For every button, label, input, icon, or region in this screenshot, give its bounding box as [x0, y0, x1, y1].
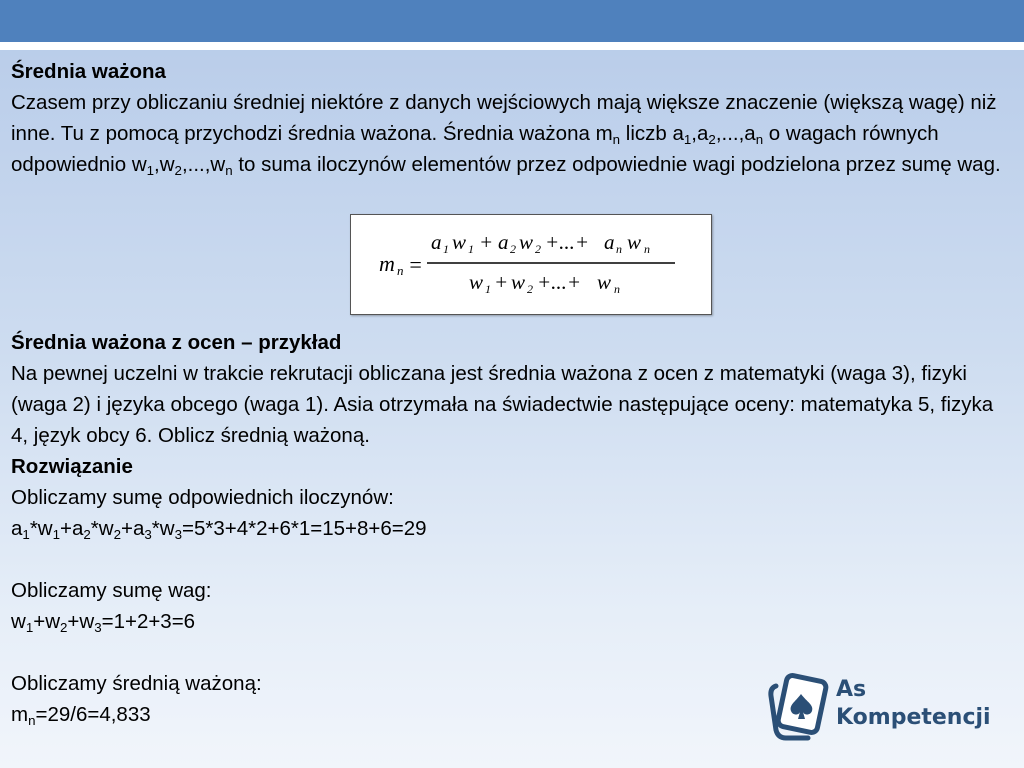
svg-text:w: w [519, 230, 534, 254]
example-title: Średnia ważona z ocen – przykład [11, 331, 342, 354]
svg-text:+: + [494, 270, 509, 294]
svg-text:n: n [616, 242, 622, 256]
solution-title: Rozwiązanie [11, 455, 133, 478]
step1-label: Obliczamy sumę odpowiednich iloczynów: [11, 486, 394, 509]
svg-text:2: 2 [535, 242, 541, 256]
step1-expression: $a_1*w_1+a_2*w_2+a_3*w_3=5*3+4*2+6*1=15+8+6=29$ [11, 517, 427, 542]
logo-line1: As [836, 677, 867, 702]
formula-equals: = [408, 252, 423, 277]
svg-text:1: 1 [468, 242, 474, 256]
logo-line2: Kompetencji [836, 705, 991, 730]
svg-text:n: n [614, 282, 620, 296]
svg-text:w: w [597, 270, 612, 294]
svg-text:w: w [627, 230, 642, 254]
spade-card-icon [768, 672, 832, 744]
svg-text:+...+: +...+ [537, 270, 582, 294]
section-title: Średnia ważona [11, 60, 166, 83]
svg-text:a: a [604, 230, 615, 254]
step3-expression: $m_n=29/6=4,833$ [11, 703, 151, 728]
svg-text:a: a [498, 230, 509, 254]
svg-text:1: 1 [443, 242, 449, 256]
step3-label: Obliczamy średnią ważoną: [11, 672, 262, 695]
formula-image [350, 214, 712, 315]
svg-text:2: 2 [510, 242, 516, 256]
step2-label: Obliczamy sumę wag: [11, 579, 212, 602]
step2-expression: $w_1+w_2+w_3=1+2+3=6$ [11, 610, 196, 635]
svg-text:+...+: +...+ [545, 230, 590, 254]
section-example [11, 327, 1011, 730]
weighted-mean-formula [351, 215, 711, 314]
svg-text:a: a [431, 230, 442, 254]
svg-text:2: 2 [527, 282, 533, 296]
formula-lhs-sub: n [397, 263, 404, 278]
svg-text:n: n [644, 242, 650, 256]
formula-denominator [469, 270, 620, 296]
as-kompetencji-logo [768, 672, 998, 748]
definition-text: Czasem przy obliczaniu średniej niektóre z danych wejściowych mają większe znaczenie (większą wagę) niż inne. Tu z pomocą przychodzi średnia ważona. Średnia ważona $m_n$ liczb $a_1,a_2,...,a_n$ o wagach równych odpowiednio $w_1,w_2,...,w_n$ to suma iloczynów elementów przez odpowiednie wagi podzielona przez sumę wag. [11, 91, 1001, 178]
logo-text [836, 676, 991, 732]
svg-text:w: w [469, 270, 484, 294]
formula-lhs: m [379, 251, 395, 276]
svg-text:+: + [479, 230, 494, 254]
formula-numerator [431, 230, 650, 256]
title-bar [0, 0, 1024, 42]
svg-text:w: w [452, 230, 467, 254]
svg-text:w: w [511, 270, 526, 294]
title-bar-divider [0, 42, 1024, 50]
svg-text:1: 1 [485, 282, 491, 296]
example-problem: Na pewnej uczelni w trakcie rekrutacji obliczana jest średnia ważona z ocen z matematyki (waga 3), fizyki (waga 2) i języka obcego (waga 1). Asia otrzymała na świadectwie następujące oceny: matematyka 5, fizyka 4, język obcy 6. Oblicz średnią ważoną. [11, 362, 994, 447]
section-weighted-mean [11, 56, 1011, 180]
